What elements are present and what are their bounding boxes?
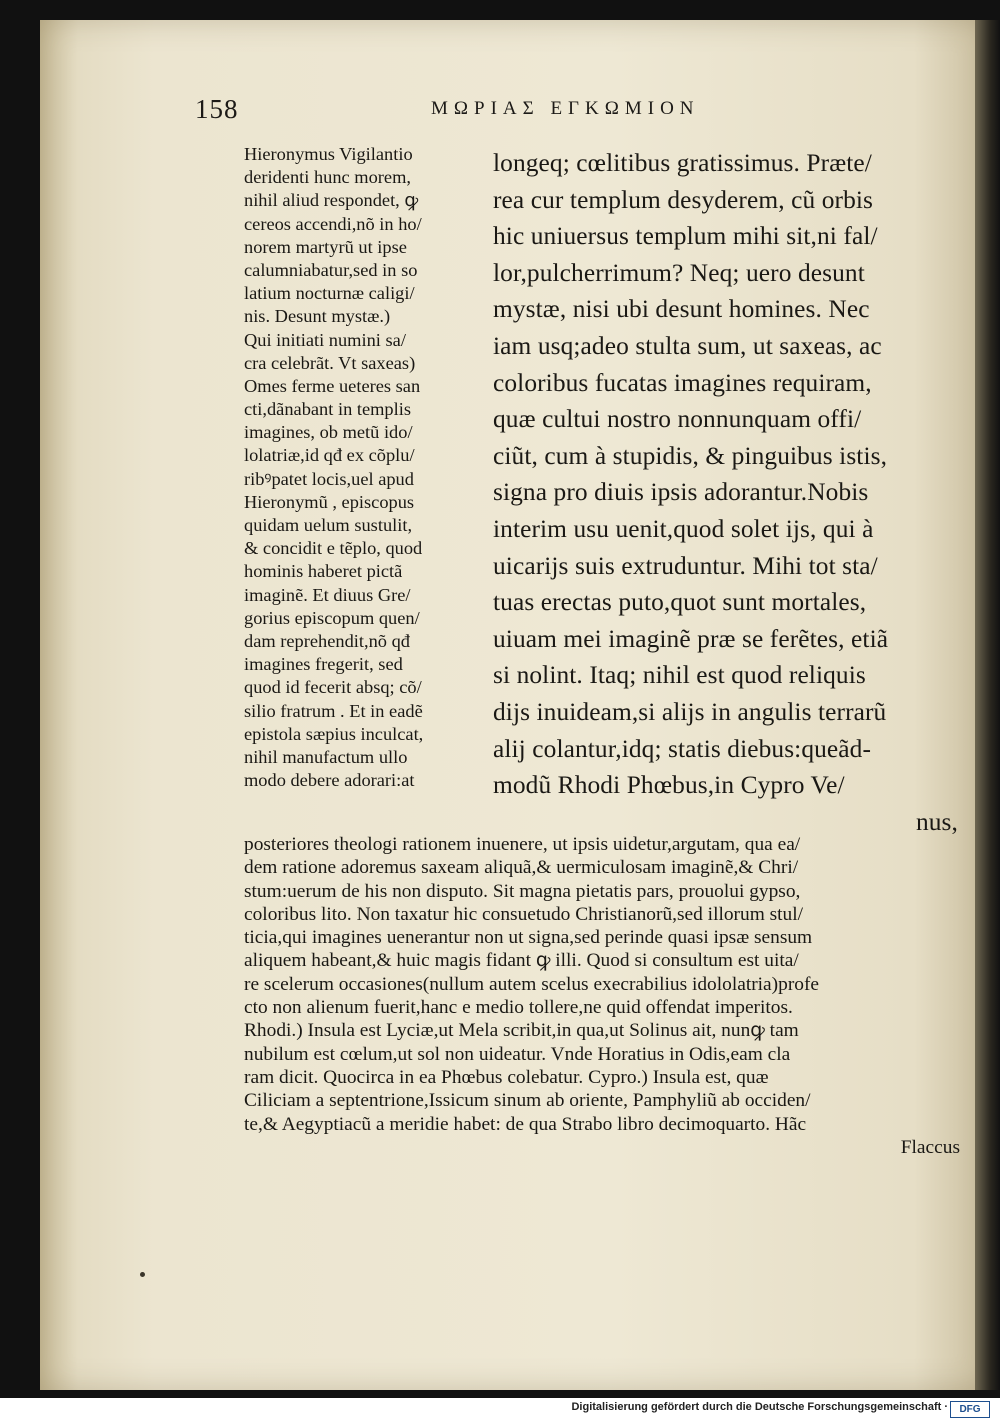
ink-smudge [140,1272,145,1277]
commentary-footnote-block [244,833,960,1159]
text-line: nihil aliud respondet, ꝙ [244,190,419,211]
text-line: modo debere adorari:at [244,770,415,791]
text-line: cra celebrãt. Vt saxeas) [244,352,416,373]
running-title: ΜΩΡΙΑΣ ΕΓΚΩΜΙΟΝ [431,98,700,119]
text-line: epistola sæpius inculcat, [244,723,424,744]
text-line: imagines, ob metũ ido/ [244,422,413,443]
text-line: tuas erectas puto,quot sunt mortales, [493,588,867,617]
text-line: signa pro diuis ipsis adorantur.Nobis [493,478,869,507]
text-line: stum:uerum de his non disputo. Sit magna pietatis pars, prouolui gypso, [244,880,801,902]
text-line: Rhodi.) Insula est Lyciæ,ut Mela scribit,in qua,ut Solinus ait, nunꝙ tam [244,1020,799,1042]
funding-credit: Digitalisierung gefördert durch die Deutsche Forschungsgemeinschaft · [571,1401,948,1413]
text-line: gorius episcopum quen/ [244,607,420,628]
text-line: ribꝰpatet locis,uel apud [244,468,414,489]
text-line: cti,dãnabant in templis [244,399,412,420]
text-line: hic uniuersus templum mihi sit,ni fal/ [493,222,878,251]
text-line: latium nocturnæ caligi/ [244,283,415,304]
text-line: Ciliciam a septentrione,Issicum sinum ab oriente, Pamphyliũ ab occiden/ [244,1090,811,1112]
text-line: dijs inuideam,si alijs in angulis terrarũ [493,697,887,726]
text-line: Hieronymus Vigilantio [244,144,413,164]
text-line: si nolint. Itaq; nihil est quod reliquis [493,661,866,690]
text-line: deridenti hunc morem, [244,167,411,188]
text-line: uicarijs suis extruduntur. Mihi tot sta/ [493,551,878,580]
text-line: te,& Aegyptiacũ a meridie habet: de qua Strabo libro decimoquarto. Hãc [244,1113,807,1135]
text-line: interim usu uenit,quod solet ijs, qui à [493,514,874,543]
text-line: Qui initiati numini sa/ [244,329,406,350]
dfg-logo: DFG [950,1401,990,1418]
text-line: uiuam mei imaginẽ præ se ferẽtes, etiã [493,624,889,653]
text-line: coloribus fucatas imagines requiram, [493,368,872,397]
text-line: coloribus lito. Non taxatur hic consuetudo Christianorũ,sed illorum stul/ [244,903,804,925]
main-text-column [493,145,958,840]
text-line: imaginẽ. Et diuus Gre/ [244,584,411,605]
text-line: longeq; cœlitibus gratissimus. Præte/ [493,149,872,177]
text-line: Hieronymũ , episcopus [244,491,415,512]
text-line: dam reprehendit,nõ qđ [244,630,410,651]
page-edge-shadow [975,20,1000,1390]
text-line: norem martyrũ ut ipse [244,236,407,257]
page-number: 158 [195,94,239,124]
text-line: lolatriæ,id qđ ex cõplu/ [244,445,415,466]
text-line: dem ratione adoremus saxeam aliquã,& uermiculosam imaginẽ,& Chri/ [244,857,799,879]
marginal-commentary-column [244,143,482,792]
text-line: Flaccus [900,1136,960,1158]
text-line: aliquem habeant,& huic magis fidant ꝙ illi. Quod si consultum est uita/ [244,950,799,972]
text-line: nis. Desunt mystæ.) [244,306,391,327]
text-line: iam usq;adeo stulta sum, ut saxeas, ac [493,331,882,360]
running-header [195,94,975,134]
text-line: lor,pulcherrimum? Neq; uero desunt [493,258,865,287]
text-line: alij colantur,idq; statis diebus:queãd- [493,734,872,763]
text-line: quæ cultui nostro nonnunquam offi/ [493,405,862,434]
text-line: nus, [915,807,958,836]
text-line: modũ Rhodi Phœbus,in Cypro Ve/ [493,771,845,800]
text-line: calumniabatur,sed in so [244,259,418,280]
text-line: rea cur templum desyderem, cũ orbis [493,185,873,214]
text-line: posteriores theologi rationem inuenere, ut ipsis uidetur,argutam, qua ea/ [244,834,801,855]
text-line: silio fratrum . Et in eadẽ [244,700,423,721]
text-line: ram dicit. Quocirca in ea Phœbus colebatur. Cypro.) Insula est, quæ [244,1066,769,1088]
digitization-footer [0,1398,1000,1420]
text-line: mystæ, nisi ubi desunt homines. Nec [493,295,870,324]
text-line: hominis haberet pictã [244,561,403,582]
text-line: nihil manufactum ullo [244,746,408,767]
text-line: ciũt, cum à stupidis, & pinguibus istis, [493,441,888,470]
text-line: ticia,qui imagines uenerantur non ut signa,sed perinde quasi ipsæ sensum [244,927,813,949]
text-line: nubilum est cœlum,ut sol non uideatur. Vnde Horatius in Odis,eam cla [244,1043,791,1065]
text-line: quod id fecerit absq; cõ/ [244,677,422,698]
text-line: cereos accendi,nõ in ho/ [244,213,422,234]
text-line: re scelerum occasiones(nullum autem scelus execrabilius idololatria)profe [244,973,820,995]
text-line: imagines fregerit, sed [244,654,403,675]
text-line: quidam uelum sustulit, [244,515,413,535]
text-line: Omes ferme ueteres san [244,375,421,396]
text-line: & concidit e tẽplo, quod [244,538,423,559]
text-line: cto non alienum fuerit,hanc e medio tollere,ne quid offendat imperitos. [244,997,793,1019]
